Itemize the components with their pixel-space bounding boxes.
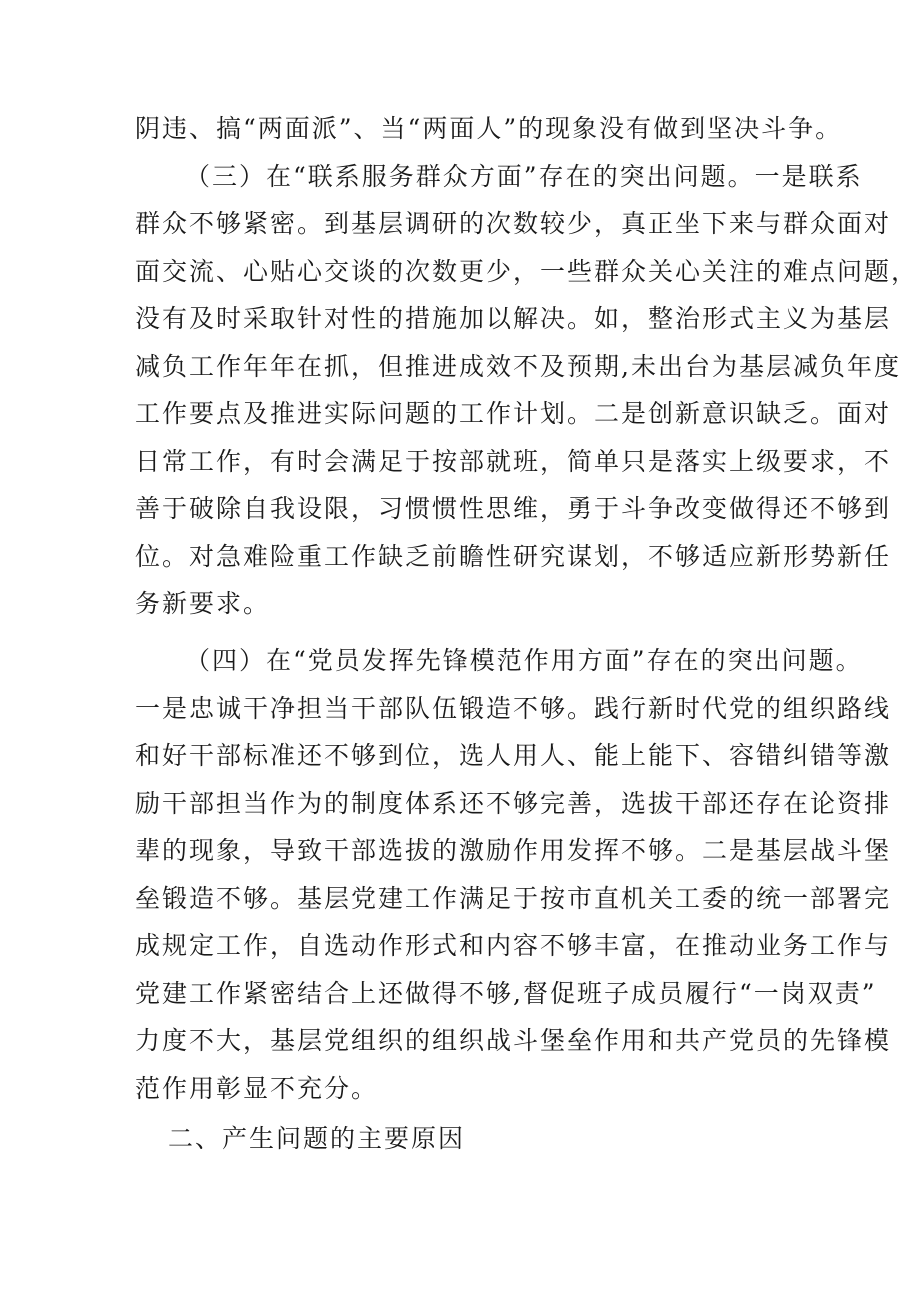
text-line: 工作要点及推进实际问题的工作计划。二是创新意识缺乏。面对 <box>135 399 892 428</box>
text-line: 辈的现象，导致干部选拔的激励作用发挥不够。二是基层战斗堡 <box>135 836 892 865</box>
text-line: 成规定工作，自选动作形式和内容不够丰富，在推动业务工作与 <box>135 931 892 960</box>
text-line: 励干部担当作为的制度体系还不够完善，选拔干部还存在论资排 <box>135 788 892 818</box>
text-line: 阴违、搞“两面派”、当“两面人”的现象没有做到坚决斗争。 <box>135 114 843 143</box>
section-four-paragraph <box>135 637 892 1112</box>
text-line: 一是忠诚干净担当干部队伍锻造不够。践行新时代党的组织路线 <box>135 693 892 723</box>
text-line: 党建工作紧密结合上还做得不够,督促班子成员履行“一岗双责” <box>135 978 877 1008</box>
text-line: 面交流、心贴心交谈的次数更少，一些群众关心关注的难点问题， <box>135 256 919 286</box>
text-line: 群众不够紧密。到基层调研的次数较少，真正坐下来与群众面对 <box>135 209 892 238</box>
text-line: 垒锻造不够。基层党建工作满足于按市直机关工委的统一部署完 <box>135 883 892 913</box>
text-line: 日常工作，有时会满足于按部就班，简单只是落实上级要求，不 <box>135 446 892 476</box>
text-line: 力度不大，基层党组织的组织战斗堡垒作用和共产党员的先锋模 <box>135 1026 892 1055</box>
text-line: 减负工作年年在抓，但推进成效不及预期,未出台为基层减负年度 <box>135 351 901 381</box>
text-line: （三）在“联系服务群众方面”存在的突出问题。一是联系 <box>185 161 863 191</box>
text-line: 善于破除自我设限，习惯惯性思维，勇于斗争改变做得还不够到 <box>135 494 892 523</box>
text-line: 和好干部标准还不够到位，选人用人、能上能下、容错纠错等激 <box>135 741 892 770</box>
text-line: 务新要求。 <box>135 589 271 618</box>
text-line: 没有及时采取针对性的措施加以解决。如，整治形式主义为基层 <box>135 304 892 333</box>
text-line: 范作用彰显不充分。 <box>135 1073 379 1103</box>
text-line: （四）在“党员发挥先锋模范作用方面”存在的突出问题。 <box>185 646 863 675</box>
section-heading-two: 二、产生问题的主要原因 <box>168 1124 466 1153</box>
text-line: 位。对急难险重工作缺乏前瞻性研究谋划，不够适应新形势新任 <box>135 541 892 571</box>
section-three-paragraph <box>135 105 919 628</box>
